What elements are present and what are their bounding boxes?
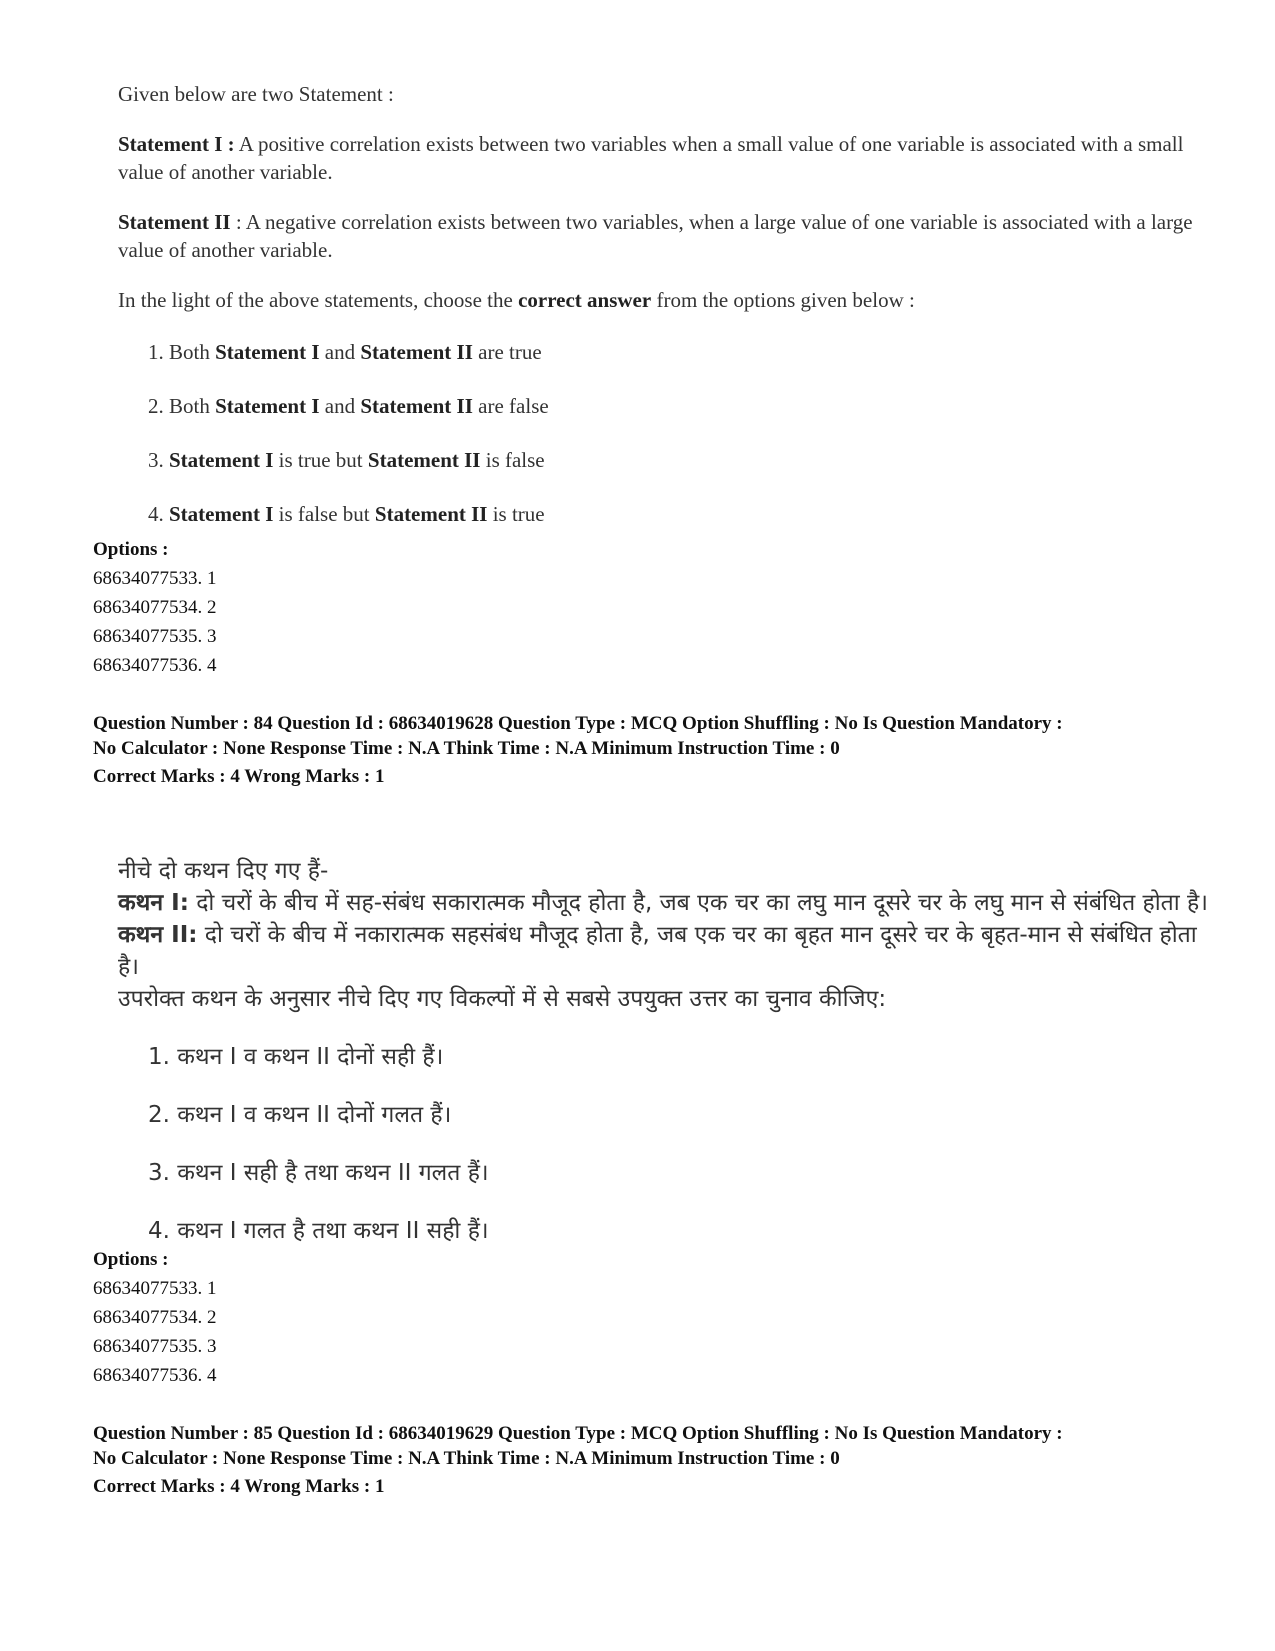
option-id: 68634077533. 1 bbox=[93, 1278, 217, 1299]
lead-pre: In the light of the above statements, choose the bbox=[118, 288, 519, 312]
question-83-text bbox=[118, 80, 1198, 554]
option-id: 68634077535. 3 bbox=[93, 626, 217, 647]
question-84-meta bbox=[93, 712, 1243, 790]
options-label: Options : bbox=[93, 1249, 169, 1270]
options-block-84 bbox=[93, 1245, 693, 1390]
hindi-statement-2-label: कथन II: bbox=[118, 922, 198, 948]
option-id: 68634077534. 2 bbox=[93, 1307, 217, 1328]
option-id: 68634077536. 4 bbox=[93, 655, 217, 676]
choice-item: 3. Statement I is true but Statement II is false bbox=[148, 448, 545, 472]
option-id: 68634077535. 3 bbox=[93, 1336, 217, 1357]
meta-line-1: Question Number : 85 Question Id : 68634019629 Question Type : MCQ Option Shuffling : No Is Question Mandatory : bbox=[93, 1423, 1063, 1444]
lead-bold: correct answer bbox=[518, 288, 652, 312]
hindi-statement-2 bbox=[118, 919, 1208, 983]
choice-list bbox=[118, 338, 1198, 528]
hindi-statement-1 bbox=[118, 887, 1208, 919]
hindi-intro: नीचे दो कथन दिए गए हैं- bbox=[118, 858, 329, 884]
hindi-choice-list bbox=[118, 1041, 1208, 1247]
marks-line: Correct Marks : 4 Wrong Marks : 1 bbox=[93, 1476, 385, 1497]
meta-line-2: No Calculator : None Response Time : N.A Think Time : N.A Minimum Instruction Time : 0 bbox=[93, 737, 840, 759]
lead-post: from the options given below : bbox=[651, 288, 915, 312]
choice-item: 1. Both Statement I and Statement II are true bbox=[148, 340, 542, 364]
statement-2 bbox=[118, 208, 1198, 264]
question-84-text bbox=[118, 855, 1208, 1273]
hindi-lead: उपरोक्त कथन के अनुसार नीचे दिए गए विकल्पों में से सबसे उपयुक्त उत्तर का चुनाव कीजिए: bbox=[118, 986, 887, 1012]
statement-1-label: Statement I : bbox=[118, 132, 235, 156]
question-lead bbox=[118, 286, 1198, 314]
meta-line-1: Question Number : 84 Question Id : 68634019628 Question Type : MCQ Option Shuffling : No Is Question Mandatory : bbox=[93, 713, 1063, 734]
statement-2-text: : A negative correlation exists between two variables, when a large value of one variable is associated with a large value of another variable. bbox=[118, 210, 1193, 262]
hindi-choice-item: 3. कथन I सही है तथा कथन II गलत हैं। bbox=[148, 1160, 489, 1186]
hindi-statement-1-text: दो चरों के बीच में सह-संबंध सकारात्मक मौजूद होता है, जब एक चर का लघु मान दूसरे चर के लघु मान से संबंधित होता है। bbox=[188, 890, 1208, 916]
hindi-choice-item: 1. कथन I व कथन II दोनों सही हैं। bbox=[148, 1044, 444, 1070]
option-id: 68634077533. 1 bbox=[93, 568, 217, 589]
hindi-statement-2-text: दो चरों के बीच में नकारात्मक सहसंबंध मौजूद होता है, जब एक चर का बृहत मान दूसरे चर के बृहत-मान से संबंधित होता है। bbox=[118, 922, 1197, 980]
hindi-choice-item: 4. कथन I गलत है तथा कथन II सही हैं। bbox=[148, 1218, 489, 1244]
statement-1-text: A positive correlation exists between two variables when a small value of one variable is associated with a small value of another variable. bbox=[118, 132, 1184, 184]
question-intro: Given below are two Statement : bbox=[118, 82, 394, 106]
statement-2-label: Statement II bbox=[118, 210, 231, 234]
marks-line: Correct Marks : 4 Wrong Marks : 1 bbox=[93, 766, 385, 787]
choice-item: 4. Statement I is false but Statement II is true bbox=[148, 502, 545, 526]
hindi-statement-1-label: कथन I: bbox=[118, 890, 189, 916]
question-85-meta bbox=[93, 1422, 1243, 1500]
option-id: 68634077534. 2 bbox=[93, 597, 217, 618]
hindi-choice-item: 2. कथन I व कथन II दोनों गलत हैं। bbox=[148, 1102, 452, 1128]
options-label: Options : bbox=[93, 539, 169, 560]
options-block-83 bbox=[93, 535, 693, 680]
choice-item: 2. Both Statement I and Statement II are false bbox=[148, 394, 549, 418]
option-id: 68634077536. 4 bbox=[93, 1365, 217, 1386]
meta-line-2: No Calculator : None Response Time : N.A Think Time : N.A Minimum Instruction Time : 0 bbox=[93, 1447, 840, 1469]
statement-1 bbox=[118, 130, 1198, 186]
